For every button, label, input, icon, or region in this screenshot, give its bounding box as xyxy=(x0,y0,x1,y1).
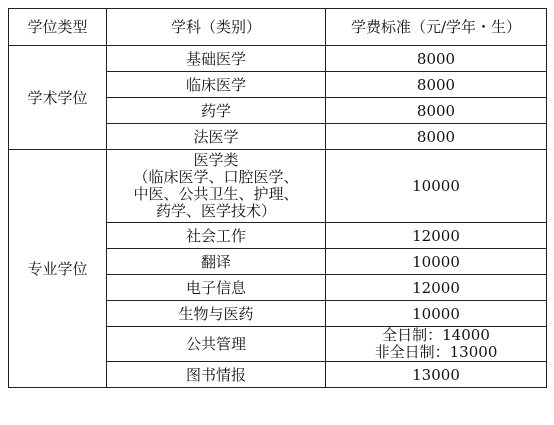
subject-cell: 翻译 xyxy=(107,249,326,275)
fee-cell: 8000 xyxy=(326,98,547,124)
table-row xyxy=(9,150,547,223)
subject-line: 药学、医学技术） xyxy=(155,202,276,220)
fee-cell: 8000 xyxy=(326,72,547,98)
fee-line: 全日制：14000 xyxy=(382,326,490,344)
fee-cell: 12000 xyxy=(326,223,547,249)
subject-cell: 药学 xyxy=(107,98,326,124)
subject-cell: 公共管理 xyxy=(107,327,326,362)
fee-cell: 12000 xyxy=(326,275,547,301)
header-subject: 学科（类别） xyxy=(107,9,326,46)
fee-cell: 13000 xyxy=(326,362,547,388)
fee-cell: 8000 xyxy=(326,124,547,150)
header-fee: 学费标准（元/学年・生） xyxy=(326,9,547,46)
fee-cell: 10000 xyxy=(326,301,547,327)
subject-cell: 法医学 xyxy=(107,124,326,150)
subject-cell: 社会工作 xyxy=(107,223,326,249)
subject-cell: 基础医学 xyxy=(107,46,326,72)
subject-line: （临床医学、口腔医学、 xyxy=(133,168,299,186)
group-label-academic: 学术学位 xyxy=(9,46,107,150)
fee-cell-multiline xyxy=(326,327,547,362)
fee-line: 非全日制：13000 xyxy=(374,343,498,361)
subject-lines xyxy=(107,152,325,220)
group-label-professional: 专业学位 xyxy=(9,150,107,388)
fee-cell: 10000 xyxy=(326,249,547,275)
subject-line: 中医、公共卫生、护理、 xyxy=(133,185,299,203)
subject-cell: 临床医学 xyxy=(107,72,326,98)
header-degree-type: 学位类型 xyxy=(9,9,107,46)
subject-cell: 图书情报 xyxy=(107,362,326,388)
fee-table xyxy=(8,8,547,388)
subject-cell: 电子信息 xyxy=(107,275,326,301)
fee-lines xyxy=(326,327,546,361)
fee-cell: 8000 xyxy=(326,46,547,72)
subject-line: 医学类 xyxy=(193,151,239,169)
header-row xyxy=(9,9,547,46)
subject-cell-multiline xyxy=(107,150,326,223)
table-row xyxy=(9,46,547,72)
fee-cell: 10000 xyxy=(326,150,547,223)
subject-cell: 生物与医药 xyxy=(107,301,326,327)
